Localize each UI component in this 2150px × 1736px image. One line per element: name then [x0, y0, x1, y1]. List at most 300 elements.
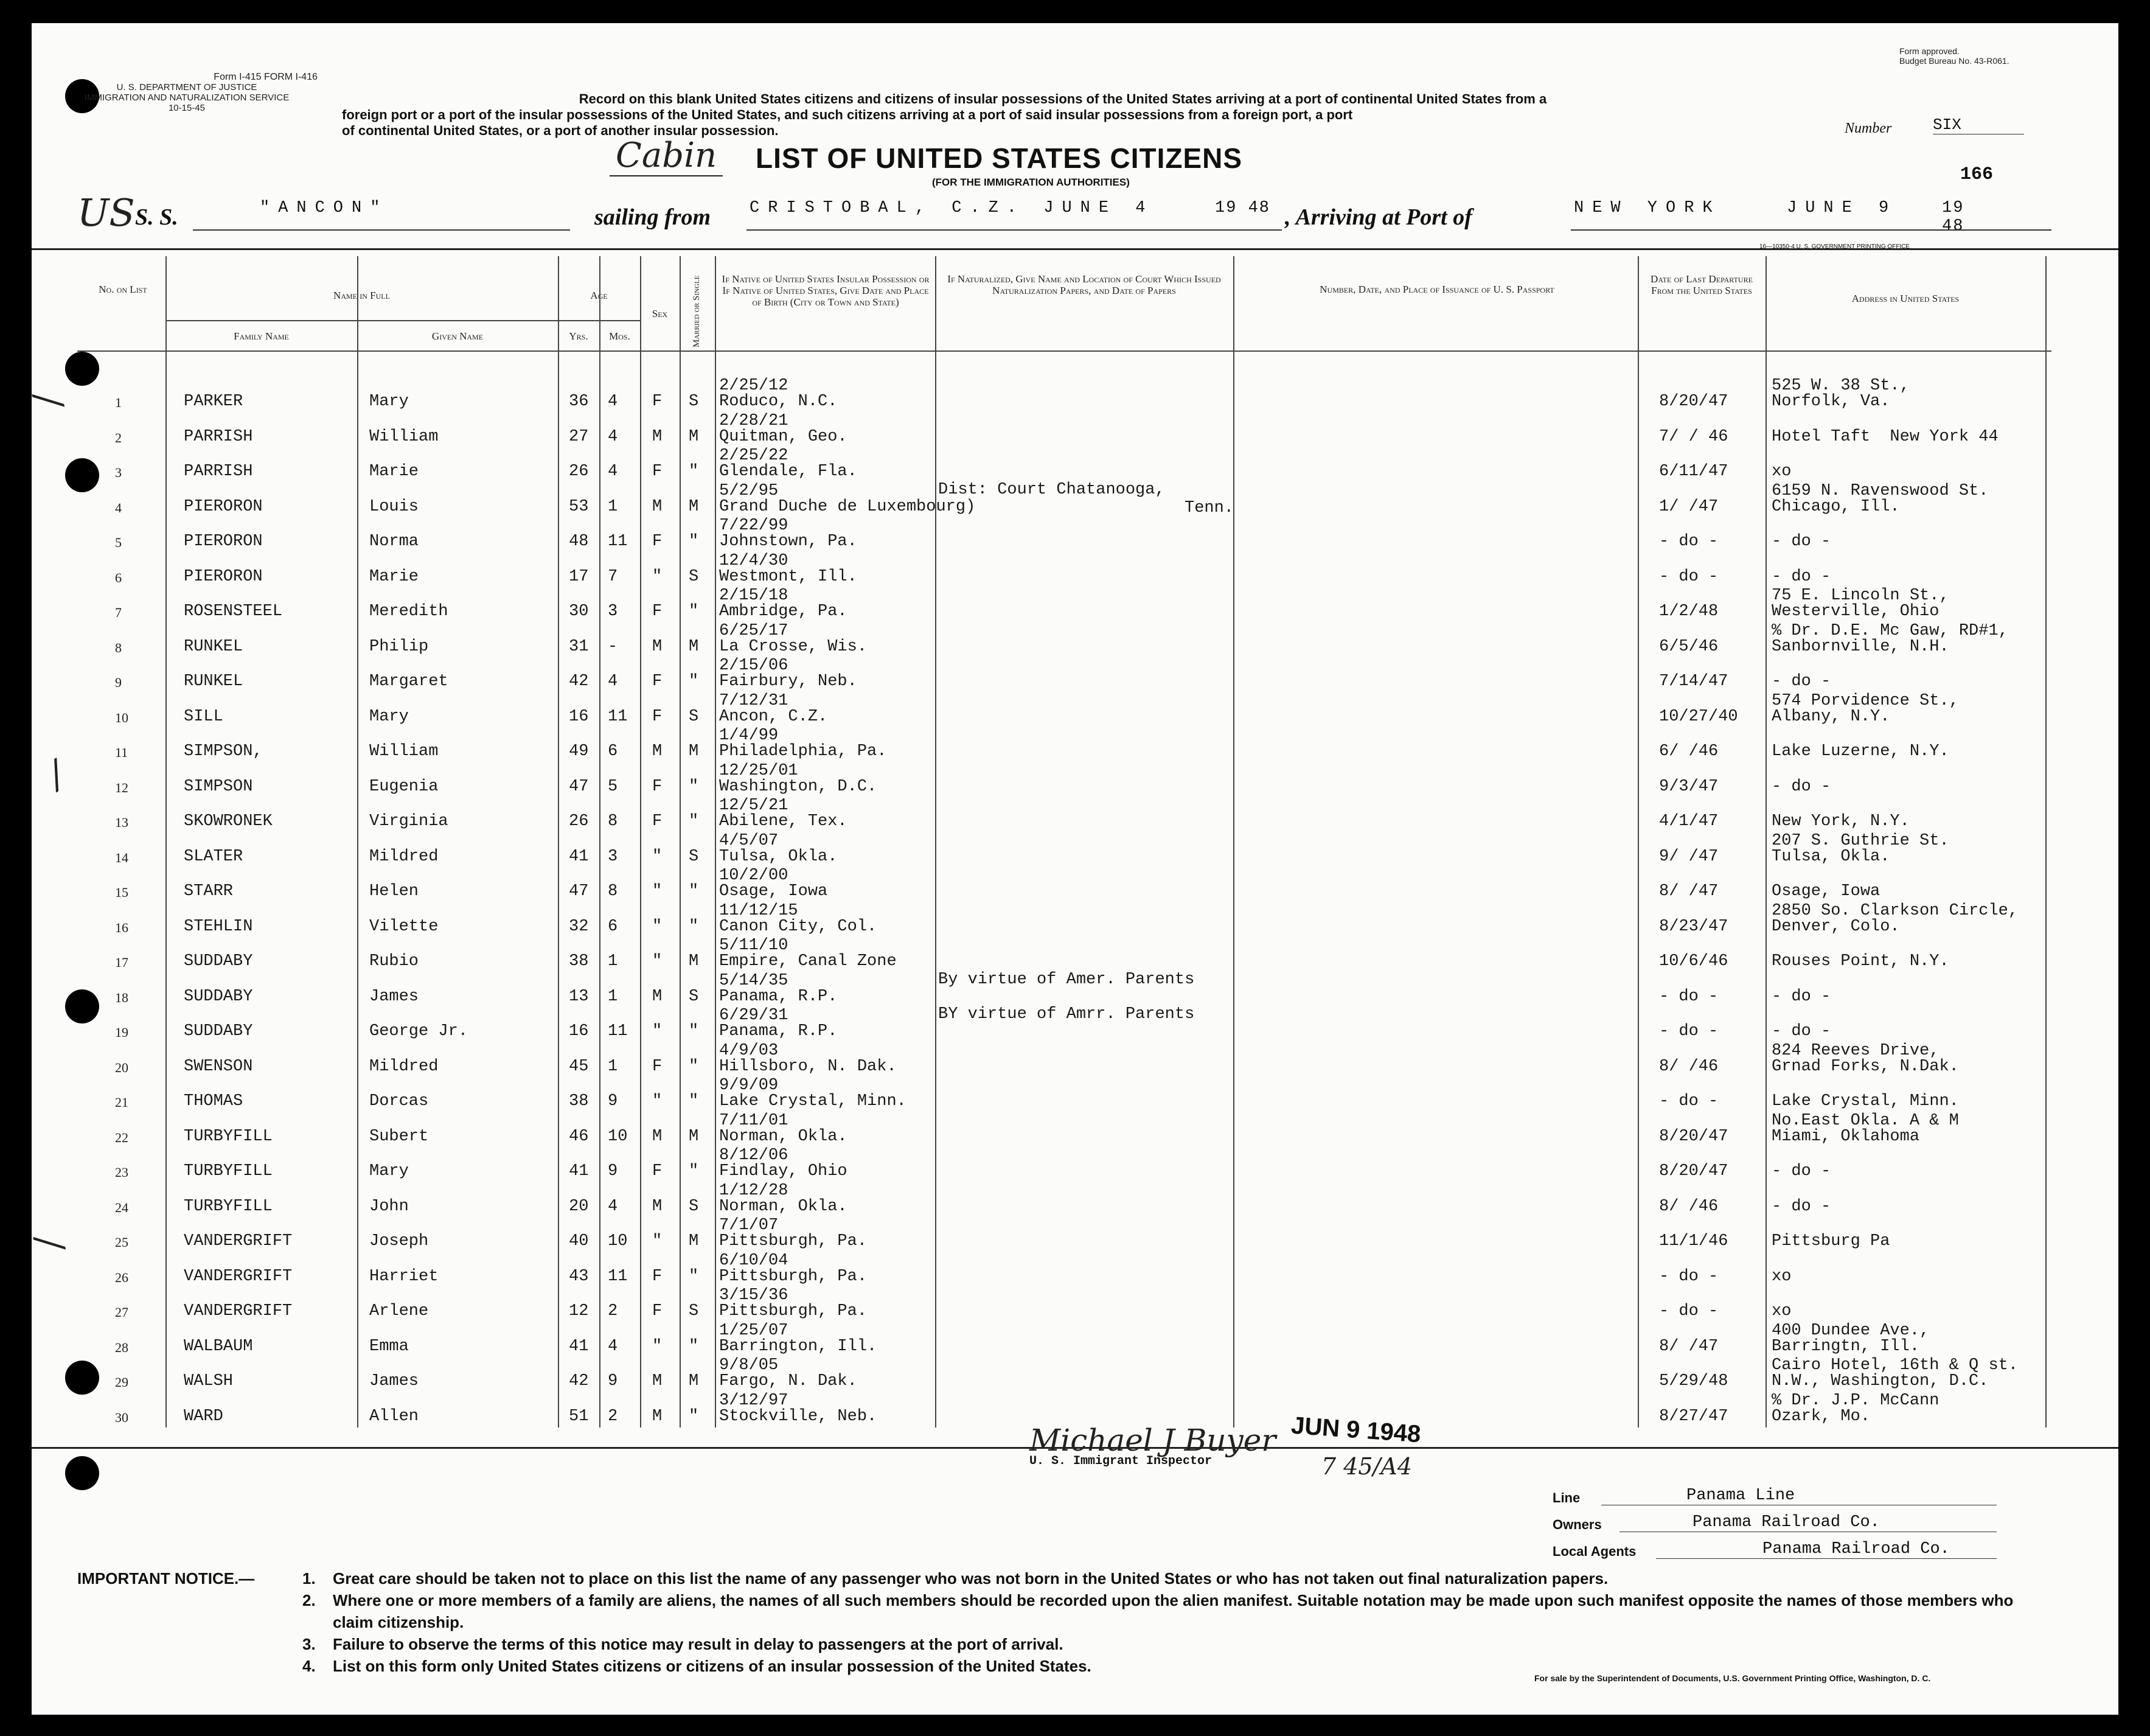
family-name: PARKER [184, 392, 243, 411]
sailing-label: sailing from [594, 204, 711, 230]
given-name: Mary [369, 707, 409, 726]
table-row [77, 1112, 2051, 1147]
age-months: 4 [608, 672, 618, 691]
row-number: 9 [115, 675, 122, 690]
header-last-departure: Date of Last Departure From the United States [1651, 273, 1753, 296]
row-number: 7 [115, 605, 122, 620]
birth-date: 10/2/00 [719, 866, 788, 885]
form-identifier [56, 72, 318, 113]
sex: F [652, 392, 663, 411]
notice-number: 3. [302, 1635, 316, 1653]
table-row [77, 1322, 2051, 1357]
birth-place: Fairbury, Neb. [719, 672, 857, 691]
arriving-label: , Arriving at Port of [1285, 204, 1472, 230]
address-line-1: Cairo Hotel, 16th & Q st. [1772, 1356, 2019, 1375]
given-name: Philip [369, 637, 429, 656]
age-years: 42 [569, 1372, 589, 1390]
last-departure: 5/29/48 [1659, 1372, 1728, 1390]
age-months: 1 [608, 497, 618, 516]
birth-place: Panama, R.P. [719, 987, 838, 1006]
address-line-2: Westerville, Ohio [1772, 602, 1940, 621]
sex: F [652, 777, 663, 796]
bureau-line: Budget Bureau No. 43-R061. [1899, 56, 2009, 66]
row-number: 3 [115, 465, 122, 480]
age-years: 26 [569, 812, 589, 831]
address-line-1: 6159 N. Ravenswood St. [1772, 481, 1989, 500]
address-line-1: % Dr. J.P. McCann [1772, 1391, 1940, 1410]
address-line-1: % Dr. D.E. Mc Gaw, RD#1, [1772, 621, 2008, 640]
given-name: Louis [369, 497, 419, 516]
age-years: 40 [569, 1232, 589, 1250]
notice-items [302, 1567, 2036, 1677]
address-line-2: - do - [1772, 532, 1831, 551]
birth-place: Abilene, Tex. [719, 812, 847, 831]
arriving-underline [1571, 229, 2051, 231]
sheet-number: 166 [1960, 164, 1994, 185]
marital-status: S [689, 847, 699, 866]
address-line-1: 824 Reeves Drive, [1772, 1041, 1940, 1060]
birth-place: Grand Duche de Luxembourg) [719, 497, 976, 516]
birth-place: Ancon, C.Z. [719, 707, 828, 726]
department-line: U. S. DEPARTMENT OF JUSTICE [116, 82, 257, 92]
age-years: 51 [569, 1407, 589, 1426]
last-departure: 4/1/47 [1659, 812, 1719, 831]
owners-label: Owners [1553, 1517, 1602, 1532]
age-years: 13 [569, 987, 589, 1006]
birth-place: Norman, Okla. [719, 1197, 847, 1216]
family-name: ROSENSTEEL [184, 602, 283, 621]
table-row [77, 1076, 2051, 1112]
sailing-year: 19 48 [1215, 199, 1271, 217]
passenger-table [77, 256, 2051, 1427]
address-line-2: Rouses Point, N.Y. [1772, 952, 1949, 971]
birth-place: Canon City, Col. [719, 917, 877, 936]
address-line-2: Osage, Iowa [1772, 882, 1880, 901]
birth-date: 8/12/06 [719, 1146, 788, 1165]
last-departure: 6/11/47 [1659, 462, 1728, 481]
given-name: James [369, 987, 419, 1006]
table-row [77, 832, 2051, 867]
table-row [77, 797, 2051, 832]
age-months: 10 [608, 1127, 628, 1146]
birth-place: Washington, D.C. [719, 777, 877, 796]
inspector-signature: Michael J Buyer [1029, 1423, 1276, 1458]
family-name: VANDERGRIFT [184, 1302, 293, 1320]
last-departure: 9/ /47 [1659, 847, 1719, 866]
age-months: - [608, 637, 618, 656]
last-departure: 8/20/47 [1659, 1127, 1728, 1146]
last-departure: 8/20/47 [1659, 392, 1728, 411]
header-native: If Native of United States Insular Possession or If Native of United States, Give Date and Place of Birth (City or Town and State) [722, 273, 930, 308]
birth-date: 2/15/06 [719, 657, 788, 675]
age-years: 43 [569, 1267, 589, 1286]
address-line-1: 207 S. Guthrie St. [1772, 831, 1949, 850]
header-yrs: Yrs. [569, 330, 588, 342]
given-name: Mary [369, 1162, 409, 1180]
age-months: 4 [608, 462, 618, 481]
age-years: 47 [569, 777, 589, 796]
sex: M [652, 742, 663, 761]
address-line-2: - do - [1772, 777, 1831, 796]
table-row [77, 1356, 2051, 1392]
row-number: 27 [115, 1305, 128, 1320]
row-number: 23 [115, 1165, 128, 1180]
table-row [77, 762, 2051, 797]
notice-text: Where one or more members of a family are aliens, the names of all such members should be recorded upon the alien manifest. Suitable notation may be made upon such manifest opposite the names of those members who claim citizenship. [333, 1591, 2014, 1631]
last-departure: - do - [1659, 532, 1719, 551]
last-departure: 8/20/47 [1659, 1162, 1728, 1180]
age-months: 9 [608, 1162, 618, 1180]
family-name: STARR [184, 882, 234, 901]
birth-date: 1/12/28 [719, 1181, 788, 1200]
marital-status: S [689, 392, 699, 411]
ship-name: "ANCON" [260, 199, 389, 217]
table-row [77, 517, 2051, 552]
marital-status: S [689, 1197, 699, 1216]
birth-place: Norman, Okla. [719, 1127, 847, 1146]
table-row [77, 447, 2051, 482]
age-months: 11 [608, 532, 628, 551]
line-value: Panama Line [1601, 1487, 1997, 1505]
age-months: 3 [608, 847, 618, 866]
row-number: 25 [115, 1235, 128, 1250]
age-years: 36 [569, 392, 589, 411]
row-number: 18 [115, 989, 128, 1005]
address-line-2: N.W., Washington, D.C. [1772, 1372, 1989, 1390]
age-months: 11 [608, 1022, 628, 1041]
birth-place: Tulsa, Okla. [719, 847, 838, 866]
age-months: 4 [608, 392, 618, 411]
row-number: 15 [115, 885, 128, 900]
birth-place: Panama, R.P. [719, 1022, 838, 1041]
row-number: 12 [115, 779, 128, 795]
naturalization-info: Dist: Court Chatanooga, [938, 480, 1165, 499]
sex: M [652, 1372, 663, 1390]
age-months: 10 [608, 1232, 628, 1250]
sex: F [652, 532, 663, 551]
given-name: Mildred [369, 1057, 439, 1076]
given-name: Arlene [369, 1302, 429, 1320]
birth-place: Philadelphia, Pa. [719, 742, 887, 761]
us-handwritten: US [77, 190, 135, 235]
age-years: 38 [569, 1092, 589, 1110]
intro-line: of continental United States, or a port of another insular possession. [342, 123, 779, 138]
service-line: IMMIGRATION AND NATURALIZATION SERVICE [84, 92, 290, 103]
family-name: WARD [184, 1407, 223, 1426]
given-name: Marie [369, 567, 419, 586]
ss-label: S. S. [135, 204, 178, 230]
address-line-2: xo [1772, 1302, 1792, 1320]
last-departure: 1/ /47 [1659, 497, 1719, 516]
last-departure: - do - [1659, 1267, 1719, 1286]
last-departure: - do - [1659, 1092, 1719, 1110]
birth-date: 1/4/99 [719, 727, 779, 745]
family-name: SIMPSON [184, 777, 253, 796]
sex: F [652, 1162, 663, 1180]
table-row [77, 377, 2051, 412]
last-departure: 8/ /47 [1659, 1337, 1719, 1356]
last-departure: 8/23/47 [1659, 917, 1728, 936]
birth-place: Hillsboro, N. Dak. [719, 1057, 897, 1076]
sex: M [652, 1197, 663, 1216]
header-address: Address in United States [1851, 293, 1960, 304]
given-name: Mildred [369, 847, 439, 866]
birth-date: 9/9/09 [719, 1076, 779, 1095]
owners-value: Panama Railroad Co. [1619, 1513, 1997, 1532]
given-name: Marie [369, 462, 419, 481]
sex: F [652, 602, 663, 621]
number-label: Number [1845, 120, 1892, 136]
table-row [77, 1216, 2051, 1252]
owners-row [1553, 1513, 2039, 1540]
address-line-2: - do - [1772, 1162, 1831, 1180]
age-months: 6 [608, 742, 618, 761]
table-row [77, 1392, 2051, 1427]
birth-place: Lake Crystal, Minn. [719, 1092, 906, 1110]
intro-line: foreign port or a port of the insular possessions of the United States, and such citizens arriving at a port of said insular possessions from a foreign port, a port [342, 107, 1353, 122]
age-years: 27 [569, 427, 589, 446]
age-months: 2 [608, 1407, 618, 1426]
birth-date: 4/9/03 [719, 1041, 779, 1060]
address-line-2: xo [1772, 462, 1792, 481]
birth-date: 11/12/15 [719, 901, 798, 920]
sex: M [652, 987, 663, 1006]
table-row [77, 1286, 2051, 1322]
header-age: Age [590, 290, 608, 301]
marital-status: " [689, 917, 699, 936]
birth-place: Empire, Canal Zone [719, 952, 897, 971]
birth-place: Quitman, Geo. [719, 427, 847, 446]
row-number: 2 [115, 430, 122, 445]
notice-text: Failure to observe the terms of this notice may result in delay to passengers at the port of arrival. [333, 1635, 1063, 1653]
class-handwritten: Cabin [610, 136, 723, 176]
age-years: 17 [569, 567, 589, 586]
age-months: 11 [608, 707, 628, 726]
address-line-2: Albany, N.Y. [1772, 707, 1890, 726]
last-departure: 8/ /46 [1659, 1197, 1719, 1216]
family-name: SWENSON [184, 1057, 253, 1076]
address-line-2: Sanbornville, N.H. [1772, 637, 1949, 656]
arriving-port: NEW YORK [1574, 199, 1721, 217]
given-name: Rubio [369, 952, 419, 971]
naturalization-info: By virtue of Amer. Parents [938, 970, 1195, 989]
family-name: RUNKEL [184, 672, 243, 691]
row-number: 28 [115, 1339, 128, 1355]
arrival-stamp: JUN 9 1948 [1290, 1412, 1422, 1448]
last-departure: 7/ / 46 [1659, 427, 1728, 446]
header-given-name: Given Name [431, 330, 484, 342]
family-name: RUNKEL [184, 637, 243, 656]
marital-status: S [689, 567, 699, 586]
birth-place: Fargo, N. Dak. [719, 1372, 857, 1390]
age-years: 16 [569, 1022, 589, 1041]
family-name: SILL [184, 707, 223, 726]
row-number: 30 [115, 1409, 128, 1425]
row-number: 10 [115, 709, 128, 725]
given-name: William [369, 427, 439, 446]
given-name: Allen [369, 1407, 419, 1426]
address-line-1: 574 Porvidence St., [1772, 691, 1959, 710]
row-number: 21 [115, 1095, 128, 1110]
birth-date: 3/15/36 [719, 1286, 788, 1305]
notice-text: Great care should be taken not to place on this list the name of any passenger who was not born in the United States or who has not taken out final naturalization papers. [333, 1569, 1609, 1588]
header-married-single: Married or Single [692, 275, 701, 347]
inspector-label: U. S. Immigrant Inspector [1029, 1454, 1212, 1468]
sex: " [652, 847, 663, 866]
row-number: 11 [115, 745, 128, 760]
row-number: 5 [115, 535, 122, 550]
family-name: WALSH [184, 1372, 234, 1390]
notice-item [302, 1567, 2036, 1589]
sex: F [652, 672, 663, 691]
last-departure: 8/ /47 [1659, 882, 1719, 901]
family-name: VANDERGRIFT [184, 1267, 293, 1286]
row-number: 24 [115, 1199, 128, 1215]
marital-status: M [689, 497, 699, 516]
birth-place: Pittsburgh, Pa. [719, 1302, 868, 1320]
arrival-time: 7 45/A4 [1321, 1453, 1413, 1480]
row-number: 8 [115, 640, 122, 655]
margin-tick: / [27, 1233, 72, 1253]
row-number: 19 [115, 1025, 128, 1040]
birth-place: Ambridge, Pa. [719, 602, 847, 621]
age-years: 53 [569, 497, 589, 516]
age-years: 16 [569, 707, 589, 726]
notice-number: 2. [302, 1591, 316, 1609]
birth-date: 5/14/35 [719, 971, 788, 990]
marital-status: S [689, 1302, 699, 1320]
marital-status: M [689, 637, 699, 656]
row-number: 20 [115, 1059, 128, 1075]
birth-date: 6/25/17 [719, 621, 788, 640]
line-label: Line [1553, 1490, 1581, 1505]
margin-tick: / [40, 753, 72, 797]
notice-item [302, 1589, 2036, 1633]
age-months: 7 [608, 567, 618, 586]
age-years: 41 [569, 847, 589, 866]
sex: " [652, 917, 663, 936]
birth-date: 12/25/01 [719, 761, 798, 780]
arriving-date: JUNE 9 [1787, 199, 1898, 217]
marital-status: " [689, 1407, 699, 1426]
age-months: 9 [608, 1092, 618, 1110]
family-name: PIERORON [184, 497, 263, 516]
sex: F [652, 462, 663, 481]
sex: F [652, 707, 663, 726]
address-line-2: Lake Luzerne, N.Y. [1772, 742, 1949, 761]
row-number: 4 [115, 500, 122, 515]
last-departure: 10/27/40 [1659, 707, 1738, 726]
age-months: 9 [608, 1372, 618, 1390]
birth-place: Barrington, Ill. [719, 1337, 877, 1356]
sex: M [652, 1127, 663, 1146]
table-row [77, 936, 2051, 972]
birth-date: 6/29/31 [719, 1006, 788, 1025]
address-line-2: Grnad Forks, N.Dak. [1772, 1057, 1959, 1076]
table-row [77, 482, 2051, 517]
birth-place: Pittsburgh, Pa. [719, 1267, 868, 1286]
header-bottom-rule [77, 350, 2051, 352]
birth-date: 5/2/95 [719, 481, 779, 500]
age-months: 4 [608, 1197, 618, 1216]
form-number-line: Form I-415 FORM I-416 [214, 72, 318, 82]
agents-value: Panama Railroad Co. [1656, 1540, 1997, 1559]
printer-code: 16—10350-4 U. S. GOVERNMENT PRINTING OFFICE [1759, 243, 1910, 250]
marital-status: " [689, 602, 699, 621]
age-years: 20 [569, 1197, 589, 1216]
header-mos: Mos. [609, 330, 630, 342]
row-number: 17 [115, 955, 128, 970]
family-name: PIERORON [184, 532, 263, 551]
row-number: 13 [115, 815, 128, 830]
sex: F [652, 1302, 663, 1320]
birth-place: Johnstown, Pa. [719, 532, 857, 551]
address-line-2: New York, N.Y. [1772, 812, 1910, 831]
birth-date: 4/5/07 [719, 831, 779, 850]
table-row [77, 692, 2051, 727]
age-years: 46 [569, 1127, 589, 1146]
age-months: 2 [608, 1302, 618, 1320]
page-title: LIST OF UNITED STATES CITIZENS [756, 142, 1243, 174]
given-name: Vilette [369, 917, 439, 936]
birth-date: 5/11/10 [719, 936, 788, 955]
table-row [77, 1146, 2051, 1182]
sex: " [652, 1092, 663, 1110]
birth-date: 2/15/18 [719, 587, 788, 605]
header-passport: Number, Date, and Place of Issuance of U. S. Passport [1320, 284, 1554, 295]
given-name: Joseph [369, 1232, 429, 1250]
marital-status: " [689, 1162, 699, 1180]
notice-number: 4. [302, 1657, 316, 1675]
sex: F [652, 812, 663, 831]
age-years: 41 [569, 1337, 589, 1356]
table-row [77, 552, 2051, 587]
intro-line: Record on this blank United States citizens and citizens of insular possessions of the United States arriving at a port of continental United States from a [579, 91, 1547, 106]
age-months: 8 [608, 812, 618, 831]
sex: M [652, 497, 663, 516]
given-name: James [369, 1372, 419, 1390]
marital-status: " [689, 1337, 699, 1356]
birth-place: Osage, Iowa [719, 882, 828, 901]
age-years: 47 [569, 882, 589, 901]
address-line-2: - do - [1772, 1197, 1831, 1216]
sailing-underline [746, 229, 1282, 231]
age-years: 42 [569, 672, 589, 691]
table-row [77, 1006, 2051, 1042]
age-years: 49 [569, 742, 589, 761]
notice-number: 1. [302, 1569, 316, 1588]
sex: M [652, 427, 663, 446]
table-row [77, 412, 2051, 447]
family-name: SUDDABY [184, 1022, 253, 1041]
last-departure: 1/2/48 [1659, 602, 1719, 621]
family-name: VANDERGRIFT [184, 1232, 293, 1250]
marital-status: " [689, 812, 699, 831]
given-name: George Jr. [369, 1022, 468, 1041]
age-months: 1 [608, 952, 618, 971]
given-name: Dorcas [369, 1092, 429, 1110]
age-months: 6 [608, 917, 618, 936]
notice-text: List on this form only United States citizens or citizens of an insular possession of the United States. [333, 1657, 1091, 1675]
sex: " [652, 1337, 663, 1356]
family-name: SKOWRONEK [184, 812, 273, 831]
marital-status: M [689, 742, 699, 761]
marital-status: " [689, 532, 699, 551]
marital-status: M [689, 1232, 699, 1250]
last-departure: 7/14/47 [1659, 672, 1728, 691]
printing-credit: For sale by the Superintendent of Documents, U.S. Government Printing Office, Washington, D. C. [1534, 1673, 1931, 1683]
family-name: WALBAUM [184, 1337, 253, 1356]
